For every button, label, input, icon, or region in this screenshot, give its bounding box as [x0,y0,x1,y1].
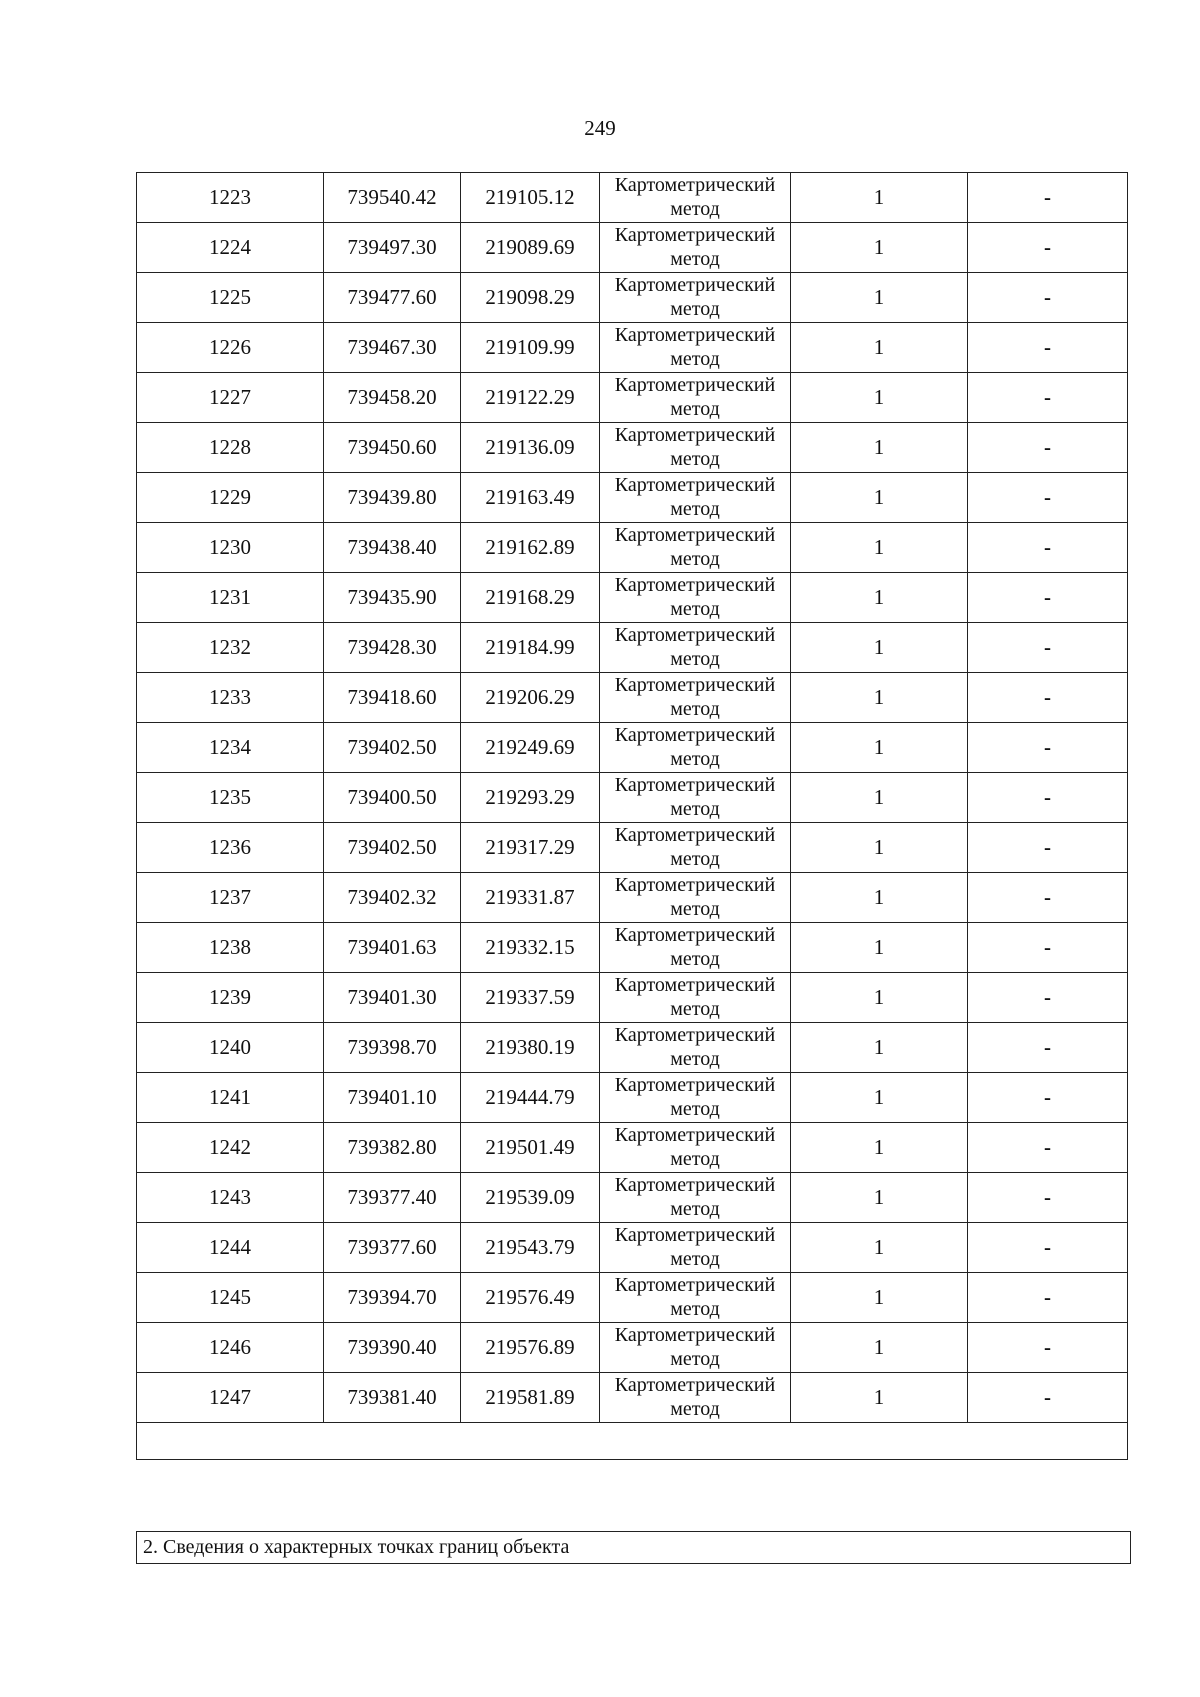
method-line-2: метод [670,397,720,420]
x-coordinate-cell: 739401.30 [324,973,461,1023]
method-line-2: метод [670,1297,720,1320]
y-coordinate-cell: 219162.89 [461,523,600,573]
y-coordinate-cell: 219332.15 [461,923,600,973]
accuracy-cell: 1 [791,1073,968,1123]
y-coordinate-cell: 219206.29 [461,673,600,723]
method-line-2: метод [670,197,720,220]
method-line-1: Картометрический [614,773,776,796]
y-coordinate-cell: 219109.99 [461,323,600,373]
method-cell [600,373,791,423]
method-line-1: Картометрический [614,723,776,746]
point-number-cell: 1240 [137,1023,324,1073]
method-line-2: метод [670,997,720,1020]
empty-row [137,1423,1128,1460]
method-cell [600,1173,791,1223]
point-number-cell: 1244 [137,1223,324,1273]
x-coordinate-cell: 739398.70 [324,1023,461,1073]
point-number-cell: 1237 [137,873,324,923]
accuracy-cell: 1 [791,673,968,723]
table-row [137,823,1128,873]
x-coordinate-cell: 739401.63 [324,923,461,973]
x-coordinate-cell: 739467.30 [324,323,461,373]
table-row [137,673,1128,723]
y-coordinate-cell: 219163.49 [461,473,600,523]
method-line-2: метод [670,1197,720,1220]
note-cell: - [968,223,1128,273]
table-row [137,173,1128,223]
method-cell [600,273,791,323]
accuracy-cell: 1 [791,923,968,973]
x-coordinate-cell: 739400.50 [324,773,461,823]
method-line-1: Картометрический [614,223,776,246]
y-coordinate-cell: 219581.89 [461,1373,600,1423]
point-number-cell: 1247 [137,1373,324,1423]
method-line-2: метод [670,697,720,720]
y-coordinate-cell: 219576.49 [461,1273,600,1323]
accuracy-cell: 1 [791,373,968,423]
method-line-1: Картометрический [614,623,776,646]
method-line-1: Картометрический [614,1073,776,1096]
method-line-2: метод [670,297,720,320]
empty-cell [137,1423,1128,1460]
method-line-1: Картометрический [614,373,776,396]
method-cell [600,1223,791,1273]
accuracy-cell: 1 [791,1273,968,1323]
method-line-1: Картометрический [614,973,776,996]
method-cell [600,1273,791,1323]
coordinates-table [136,172,1128,1460]
x-coordinate-cell: 739382.80 [324,1123,461,1173]
note-cell: - [968,923,1128,973]
method-line-1: Картометрический [614,673,776,696]
y-coordinate-cell: 219576.89 [461,1323,600,1373]
x-coordinate-cell: 739401.10 [324,1073,461,1123]
method-line-1: Картометрический [614,523,776,546]
point-number-cell: 1228 [137,423,324,473]
method-line-1: Картометрический [614,1123,776,1146]
method-line-1: Картометрический [614,573,776,596]
y-coordinate-cell: 219136.09 [461,423,600,473]
accuracy-cell: 1 [791,1123,968,1173]
x-coordinate-cell: 739390.40 [324,1323,461,1373]
accuracy-cell: 1 [791,323,968,373]
point-number-cell: 1238 [137,923,324,973]
note-cell: - [968,1073,1128,1123]
method-line-2: метод [670,547,720,570]
table-row [137,423,1128,473]
method-line-2: метод [670,897,720,920]
point-number-cell: 1230 [137,523,324,573]
accuracy-cell: 1 [791,823,968,873]
accuracy-cell: 1 [791,623,968,673]
point-number-cell: 1234 [137,723,324,773]
y-coordinate-cell: 219337.59 [461,973,600,1023]
method-line-1: Картометрический [614,1023,776,1046]
x-coordinate-cell: 739428.30 [324,623,461,673]
method-line-1: Картометрический [614,1173,776,1196]
table-row [137,723,1128,773]
point-number-cell: 1233 [137,673,324,723]
accuracy-cell: 1 [791,1223,968,1273]
accuracy-cell: 1 [791,173,968,223]
method-cell [600,1373,791,1423]
y-coordinate-cell: 219098.29 [461,273,600,323]
method-line-1: Картометрический [614,1323,776,1346]
accuracy-cell: 1 [791,1373,968,1423]
accuracy-cell: 1 [791,273,968,323]
method-line-1: Картометрический [614,423,776,446]
method-line-1: Картометрический [614,323,776,346]
method-line-2: метод [670,1347,720,1370]
x-coordinate-cell: 739458.20 [324,373,461,423]
x-coordinate-cell: 739450.60 [324,423,461,473]
x-coordinate-cell: 739377.60 [324,1223,461,1273]
y-coordinate-cell: 219122.29 [461,373,600,423]
method-line-1: Картометрический [614,1373,776,1396]
note-cell: - [968,823,1128,873]
x-coordinate-cell: 739381.40 [324,1373,461,1423]
note-cell: - [968,173,1128,223]
accuracy-cell: 1 [791,1023,968,1073]
x-coordinate-cell: 739418.60 [324,673,461,723]
y-coordinate-cell: 219293.29 [461,773,600,823]
method-cell [600,1023,791,1073]
y-coordinate-cell: 219089.69 [461,223,600,273]
x-coordinate-cell: 739394.70 [324,1273,461,1323]
point-number-cell: 1235 [137,773,324,823]
note-cell: - [968,273,1128,323]
method-line-2: метод [670,597,720,620]
table-row [137,573,1128,623]
point-number-cell: 1231 [137,573,324,623]
point-number-cell: 1242 [137,1123,324,1173]
method-cell [600,523,791,573]
y-coordinate-cell: 219331.87 [461,873,600,923]
y-coordinate-cell: 219380.19 [461,1023,600,1073]
point-number-cell: 1239 [137,973,324,1023]
table-row [137,873,1128,923]
point-number-cell: 1229 [137,473,324,523]
method-cell [600,823,791,873]
note-cell: - [968,1173,1128,1223]
method-line-2: метод [670,947,720,970]
y-coordinate-cell: 219543.79 [461,1223,600,1273]
method-cell [600,173,791,223]
point-number-cell: 1227 [137,373,324,423]
note-cell: - [968,673,1128,723]
accuracy-cell: 1 [791,723,968,773]
table-row [137,373,1128,423]
note-cell: - [968,773,1128,823]
table-row [137,223,1128,273]
method-line-2: метод [670,1247,720,1270]
method-line-2: метод [670,747,720,770]
method-cell [600,723,791,773]
method-cell [600,1323,791,1373]
point-number-cell: 1241 [137,1073,324,1123]
note-cell: - [968,973,1128,1023]
method-line-1: Картометрический [614,923,776,946]
accuracy-cell: 1 [791,773,968,823]
y-coordinate-cell: 219317.29 [461,823,600,873]
note-cell: - [968,1223,1128,1273]
table-row [137,523,1128,573]
method-line-2: метод [670,1147,720,1170]
method-line-1: Картометрический [614,873,776,896]
accuracy-cell: 1 [791,1323,968,1373]
note-cell: - [968,723,1128,773]
method-cell [600,223,791,273]
x-coordinate-cell: 739402.50 [324,723,461,773]
table-row [137,1173,1128,1223]
y-coordinate-cell: 219249.69 [461,723,600,773]
y-coordinate-cell: 219184.99 [461,623,600,673]
x-coordinate-cell: 739477.60 [324,273,461,323]
x-coordinate-cell: 739540.42 [324,173,461,223]
method-cell [600,623,791,673]
method-line-2: метод [670,1397,720,1420]
table-row [137,1123,1128,1173]
method-line-2: метод [670,797,720,820]
accuracy-cell: 1 [791,523,968,573]
method-cell [600,673,791,723]
table-row [137,1273,1128,1323]
method-cell [600,423,791,473]
method-line-2: метод [670,497,720,520]
table-row [137,1073,1128,1123]
method-cell [600,923,791,973]
point-number-cell: 1243 [137,1173,324,1223]
note-cell: - [968,1123,1128,1173]
x-coordinate-cell: 739438.40 [324,523,461,573]
method-line-1: Картометрический [614,173,776,196]
method-line-1: Картометрический [614,823,776,846]
section-title: 2. Сведения о характерных точках границ объекта [136,1531,1131,1564]
accuracy-cell: 1 [791,423,968,473]
method-cell [600,873,791,923]
method-cell [600,473,791,523]
note-cell: - [968,1023,1128,1073]
table-row [137,323,1128,373]
table-row [137,273,1128,323]
method-line-2: метод [670,847,720,870]
point-number-cell: 1225 [137,273,324,323]
method-line-2: метод [670,1097,720,1120]
x-coordinate-cell: 739402.50 [324,823,461,873]
accuracy-cell: 1 [791,473,968,523]
accuracy-cell: 1 [791,223,968,273]
page-number: 249 [584,116,616,140]
note-cell: - [968,1323,1128,1373]
method-cell [600,973,791,1023]
y-coordinate-cell: 219444.79 [461,1073,600,1123]
table-row [137,923,1128,973]
table-row [137,473,1128,523]
point-number-cell: 1232 [137,623,324,673]
method-line-1: Картометрический [614,473,776,496]
x-coordinate-cell: 739497.30 [324,223,461,273]
note-cell: - [968,1273,1128,1323]
method-line-2: метод [670,447,720,470]
table-row [137,1023,1128,1073]
table-row [137,973,1128,1023]
note-cell: - [968,473,1128,523]
table-row [137,1373,1128,1423]
method-cell [600,1073,791,1123]
table-row [137,1323,1128,1373]
method-cell [600,1123,791,1173]
method-line-1: Картометрический [614,1273,776,1296]
method-cell [600,573,791,623]
note-cell: - [968,573,1128,623]
accuracy-cell: 1 [791,973,968,1023]
y-coordinate-cell: 219501.49 [461,1123,600,1173]
method-line-2: метод [670,647,720,670]
accuracy-cell: 1 [791,873,968,923]
point-number-cell: 1224 [137,223,324,273]
table-row [137,1223,1128,1273]
y-coordinate-cell: 219539.09 [461,1173,600,1223]
x-coordinate-cell: 739377.40 [324,1173,461,1223]
table-row [137,773,1128,823]
point-number-cell: 1246 [137,1323,324,1373]
y-coordinate-cell: 219105.12 [461,173,600,223]
note-cell: - [968,523,1128,573]
method-line-2: метод [670,247,720,270]
note-cell: - [968,323,1128,373]
note-cell: - [968,423,1128,473]
note-cell: - [968,373,1128,423]
method-line-2: метод [670,1047,720,1070]
x-coordinate-cell: 739402.32 [324,873,461,923]
method-line-1: Картометрический [614,273,776,296]
note-cell: - [968,623,1128,673]
y-coordinate-cell: 219168.29 [461,573,600,623]
note-cell: - [968,873,1128,923]
method-cell [600,323,791,373]
method-cell [600,773,791,823]
point-number-cell: 1236 [137,823,324,873]
accuracy-cell: 1 [791,1173,968,1223]
coordinates-table-body [137,173,1128,1460]
point-number-cell: 1226 [137,323,324,373]
table-row [137,623,1128,673]
accuracy-cell: 1 [791,573,968,623]
x-coordinate-cell: 739435.90 [324,573,461,623]
point-number-cell: 1223 [137,173,324,223]
point-number-cell: 1245 [137,1273,324,1323]
note-cell: - [968,1373,1128,1423]
x-coordinate-cell: 739439.80 [324,473,461,523]
method-line-2: метод [670,347,720,370]
method-line-1: Картометрический [614,1223,776,1246]
